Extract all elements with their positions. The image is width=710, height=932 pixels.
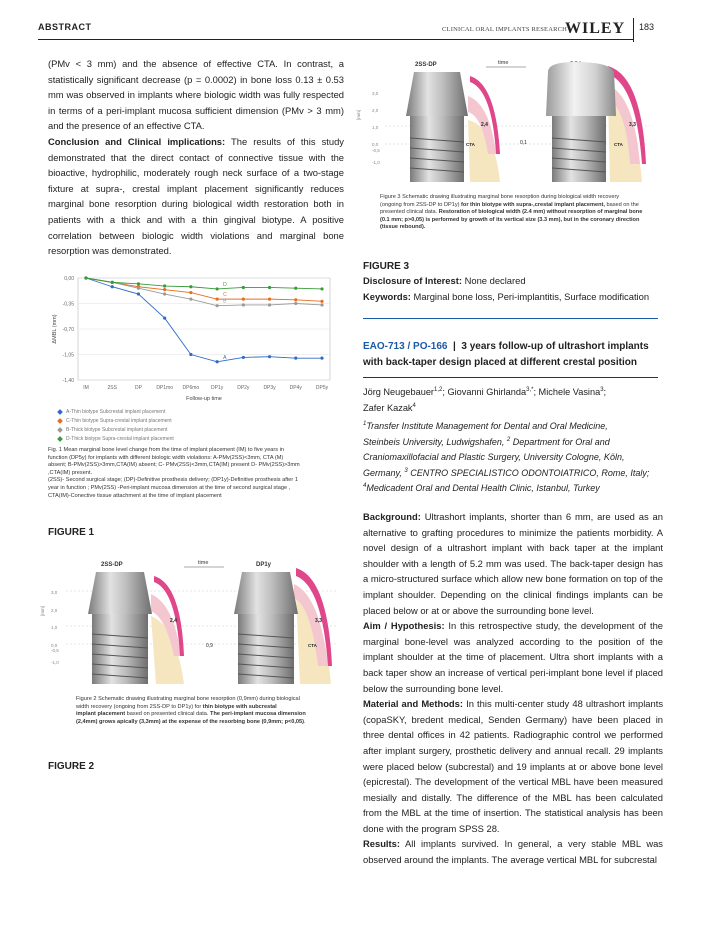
title-text: 3 years follow-up of ultrashort implants bbox=[461, 341, 649, 352]
legend-swatch bbox=[57, 418, 63, 424]
affil-line: Craniomaxillofacial and Plastic Surgery, University Cologne, Köln, bbox=[363, 452, 625, 462]
y-tick: 1,0 bbox=[51, 625, 58, 630]
disclosure-label: Disclosure of Interest: bbox=[363, 275, 462, 286]
x-tick-label: DP6mo bbox=[182, 385, 200, 391]
publisher-logo: WILEY bbox=[565, 20, 626, 37]
caption-line bbox=[380, 202, 665, 210]
affil-sup: 4 bbox=[363, 483, 367, 489]
section-text: Ultrashort implants, shorter than 6 mm, are used as an alternative to grafting procedures to minimize the patients morbidity. A novel design of a ultrashort implant with back taper at the implant shoulder with a length of 5.2 mm was used. The back-taper design has a micro-structured surface which allow new bone formation on top of the implant shoulder. Depending on the clinical findings implants can be placed below or at or above the surrounding bone level. bbox=[363, 511, 663, 616]
data-point bbox=[189, 291, 192, 294]
section-text: All implants survived. In general, a very stable MBL was observed around the implants. The average vertical MBL for subcrestal bbox=[363, 838, 663, 866]
article-title bbox=[363, 339, 663, 370]
y-tick-label: -1,05 bbox=[62, 352, 74, 359]
affil-line bbox=[363, 466, 663, 482]
y-tick-label: 0,00 bbox=[64, 276, 74, 282]
x-tick-label: DP3y bbox=[263, 385, 276, 391]
author: Jörg Neugebauer bbox=[363, 387, 434, 397]
caption-line bbox=[76, 711, 346, 719]
title-rule bbox=[363, 377, 658, 378]
legend-label: B-Thick biotype Subcrestal implant placement bbox=[66, 427, 168, 433]
legend-item bbox=[58, 435, 338, 444]
y-axis-label: ΔMBL (mm) bbox=[52, 314, 58, 344]
caption-line: Figure 3 Schematic drawing illustrating marginal bone resorption during biological width recovery bbox=[380, 194, 620, 200]
affil-sup: 1 bbox=[363, 421, 367, 427]
label-time: time bbox=[498, 60, 509, 66]
author: ; Giovanni Ghirlanda bbox=[442, 387, 527, 397]
affil-line bbox=[363, 419, 663, 435]
crown-right bbox=[546, 62, 616, 116]
affil-line bbox=[363, 481, 663, 497]
author-sup: 4 bbox=[412, 402, 416, 409]
data-point bbox=[163, 292, 166, 295]
mbl-line-chart bbox=[46, 268, 344, 408]
caption-line: absent; B-PMv(2SS)>3mm,CTA(IM) absent; C- PMv(2SS)<3mm,CTA(IM) present D- PMv(2SS)>3mm bbox=[48, 462, 300, 469]
caption-bold: The peri-implant mucosa dimension bbox=[210, 711, 306, 718]
affil-line bbox=[363, 435, 663, 451]
data-point bbox=[242, 303, 245, 306]
y-tick: 2,0 bbox=[51, 608, 58, 613]
data-point bbox=[268, 355, 271, 358]
series-label: D bbox=[223, 281, 227, 288]
implant-right bbox=[238, 614, 294, 684]
caption-bold: implant placement bbox=[76, 711, 126, 718]
caption-bold: thin biotype with subcrestal bbox=[202, 703, 277, 710]
chart-legend bbox=[58, 408, 338, 444]
left-column-text bbox=[48, 56, 344, 259]
page-number: 183 bbox=[639, 22, 655, 32]
abstract-body bbox=[363, 509, 663, 868]
conclusion-label: Conclusion and Clinical implications: bbox=[48, 135, 226, 147]
caption-line: ,CTA(IM) present. bbox=[48, 469, 93, 476]
y-tick: 3,0 bbox=[51, 590, 58, 595]
label-time: time bbox=[198, 560, 209, 566]
caption-line: function (DP5y) for implants with different biologic width violations: A-PMv(2SS)<3mm, CTA (M) bbox=[48, 454, 284, 461]
caption-line: (tissue rebound). bbox=[380, 224, 426, 231]
affil-sup: 3 bbox=[404, 467, 408, 474]
data-point bbox=[320, 300, 323, 303]
data-point bbox=[163, 288, 166, 291]
caption-text: based on presented clinical data. bbox=[125, 711, 211, 718]
legend-swatch bbox=[57, 427, 63, 433]
disclosure bbox=[363, 273, 663, 304]
dimension-label: 2,4 bbox=[481, 122, 488, 128]
y-tick: -0,5 bbox=[51, 648, 59, 653]
affil-sup: 2 bbox=[506, 436, 511, 443]
title-line: with back-taper design placed at different crestal position bbox=[363, 356, 637, 368]
x-tick-label: 2SS bbox=[107, 385, 117, 391]
figure3-caption bbox=[380, 194, 665, 232]
data-point bbox=[189, 353, 192, 356]
series-line bbox=[86, 278, 322, 306]
data-point bbox=[320, 303, 323, 306]
caption-line: (2SS)- Second surgical stage; (DP)-Definitive prosthesis delivery; (DP1y)-Definitive prosthesis after 1 bbox=[48, 477, 298, 484]
affil-text: Steinbeis University, Ludwigshafen, bbox=[363, 436, 507, 447]
x-tick-label: DP1y bbox=[210, 385, 224, 391]
y-tick-label: -0,35 bbox=[62, 301, 74, 308]
author-sup: 3,* bbox=[526, 386, 534, 393]
caption-line bbox=[76, 719, 346, 727]
author: Zafer Kazak bbox=[363, 402, 413, 413]
data-point bbox=[163, 316, 166, 319]
data-point bbox=[320, 357, 323, 360]
figure3-label: FIGURE 3 bbox=[363, 261, 410, 272]
x-tick-label: DP4y bbox=[289, 385, 302, 391]
y-tick: 0,0 bbox=[51, 643, 58, 648]
author-line bbox=[363, 401, 663, 417]
legend-label: D-Thick biotype Supra-crestal implant placement bbox=[66, 436, 174, 442]
label-left: 2SS-DP bbox=[101, 562, 123, 568]
section-rule bbox=[363, 318, 658, 319]
results-continued: (PMv < 3 mm) and the absence of effective CTA. In contrast, a statistically significant decrease (p = 0.0002) in bone loss 0.13 ± 0.53 mm was observed in implants where biologic width was fully respected in terms of a peri-implant mucosa sufficient dimension (PMv > 3 mm) and the presence of an effective CTA. bbox=[48, 58, 344, 132]
x-axis-label: Follow-up time bbox=[186, 396, 222, 402]
series-label: A bbox=[223, 354, 227, 361]
affil-text: Department for Oral and bbox=[510, 436, 610, 447]
caption-bold: for thin biotype with supra-,crestal implant placement, bbox=[461, 201, 605, 208]
dimension-label: 0,1 bbox=[520, 140, 527, 146]
implant-left bbox=[92, 614, 148, 684]
author-sup: 3 bbox=[600, 386, 604, 393]
x-tick-label: DP bbox=[134, 385, 142, 391]
legend-swatch bbox=[57, 436, 63, 442]
dimension-label: 3,3 bbox=[629, 122, 636, 128]
caption-line bbox=[380, 209, 665, 217]
caption-line bbox=[76, 704, 346, 712]
figure2-label: FIGURE 2 bbox=[48, 761, 95, 772]
data-point bbox=[242, 356, 245, 359]
y-tick-label: -1,40 bbox=[62, 378, 74, 384]
caption-text: . bbox=[304, 718, 306, 725]
y-tick: -0,5 bbox=[372, 148, 380, 153]
dimension-label: 0,9 bbox=[206, 643, 213, 649]
y-tick: 2,0 bbox=[372, 108, 379, 113]
data-point bbox=[84, 276, 87, 279]
abutment-right bbox=[234, 572, 298, 614]
legend-label: A-Thin biotype Subcrestal implant placement bbox=[66, 409, 166, 415]
section-label: Material and Methods: bbox=[363, 698, 463, 710]
conclusion-paragraph bbox=[48, 134, 344, 259]
author-line bbox=[363, 385, 663, 401]
section-label: Results: bbox=[363, 838, 400, 850]
keywords-text: Marginal bone loss, Peri-implantitis, Surface modification bbox=[410, 290, 650, 302]
keywords-label: Keywords: bbox=[363, 290, 411, 302]
data-point bbox=[216, 287, 219, 290]
caption-line: Fig. 1 Mean marginal bone level change from the time of implant placement (IM) to five years in bbox=[48, 447, 284, 453]
cta-label: CTA bbox=[614, 142, 623, 147]
schematic-figure-2 bbox=[40, 556, 346, 686]
affil-text: Transfer Institute Management for Dental and Oral Medicine, bbox=[366, 421, 608, 431]
background-paragraph bbox=[363, 509, 663, 618]
dimension-label: 3,3 bbox=[315, 618, 322, 624]
caption-text: width recovery (ongoing from 2SS-DP to DP1y) for bbox=[76, 703, 203, 710]
y-tick-label: -0,70 bbox=[62, 327, 74, 333]
data-point bbox=[137, 287, 140, 290]
x-tick-label: DP1mo bbox=[156, 385, 174, 391]
data-point bbox=[189, 298, 192, 301]
legend-label: C-Thin biotype Supra-crestal implant placement bbox=[66, 418, 172, 424]
data-point bbox=[294, 357, 297, 360]
data-point bbox=[268, 303, 271, 306]
author-sep: ; bbox=[603, 387, 607, 397]
data-point bbox=[294, 287, 297, 290]
affiliations bbox=[363, 419, 663, 497]
data-point bbox=[268, 298, 271, 301]
section-text: In this multi-center study 48 ultrashort implants (copaSKY, bredent medical, Senden Germany) have been placed in three dental offices in 42 patients. Radiographic control we performed after implant surgery, prosthetic delivery and annual recall. 29 implants were placed below (subcrestal) and 19 implants at or above bone level (epicrestal). The development of the vertical MBL have been measured mesially and distally. The difference of the MBL has been calculated from the MBL at the time of insertion. The statistical analysis has been done with the program SPSS 28. bbox=[363, 698, 664, 834]
data-point bbox=[294, 302, 297, 305]
journal-name: CLINICAL ORAL IMPLANTS RESEARCH bbox=[442, 26, 568, 33]
cta-label: CTA bbox=[466, 142, 475, 147]
data-point bbox=[216, 360, 219, 363]
title-line bbox=[363, 339, 663, 355]
abutment-left bbox=[88, 572, 152, 614]
data-point bbox=[189, 285, 192, 288]
data-point bbox=[216, 298, 219, 301]
data-point bbox=[111, 285, 114, 288]
cta-label: CTA bbox=[308, 643, 317, 648]
y-tick: 0,0 bbox=[372, 142, 379, 147]
author-sup: 1,2 bbox=[434, 386, 443, 393]
y-unit: [mm] bbox=[356, 110, 361, 120]
section-label: Background: bbox=[363, 511, 421, 522]
title-separator: | bbox=[447, 341, 462, 352]
y-tick: -1,0 bbox=[372, 160, 380, 165]
data-point bbox=[268, 286, 271, 289]
abutment-left bbox=[406, 72, 468, 116]
x-tick-label: DP2y bbox=[237, 385, 250, 391]
y-unit: [mm] bbox=[40, 606, 45, 616]
section-header: ABSTRACT bbox=[38, 22, 92, 32]
legend-item bbox=[58, 426, 338, 435]
aim-paragraph bbox=[363, 618, 663, 696]
caption-text: based on the bbox=[604, 201, 639, 208]
data-point bbox=[111, 281, 114, 284]
section-text: In this retrospective study, the development of the marginal bone-level was analyzed according to the position of the implant shoulder at the time of placement. Ultra short implants with a back taper show an increase of vertical peri-implant bone level if placed below the surrounding bone level. bbox=[363, 620, 664, 694]
series-label: C bbox=[223, 292, 227, 299]
caption-text: presented clinical data. bbox=[380, 209, 439, 216]
figure2-caption bbox=[76, 696, 346, 726]
label-right: DP1y bbox=[256, 562, 272, 568]
schematic-figure-3 bbox=[356, 54, 660, 184]
x-tick-label: IM bbox=[83, 385, 89, 391]
caption-line: (0.1 mm; p>0,05) is performed by growth of its vertical size (3.3 mm), but in the coronary direction bbox=[380, 216, 640, 223]
y-tick: 1,0 bbox=[372, 125, 379, 130]
series-line bbox=[86, 278, 322, 362]
disclosure-line bbox=[363, 273, 663, 289]
author: ; Michele Vasina bbox=[533, 387, 601, 397]
methods-paragraph bbox=[363, 696, 663, 836]
data-point bbox=[320, 287, 323, 290]
x-tick-label: DP5y bbox=[315, 385, 329, 391]
data-point bbox=[216, 304, 219, 307]
y-tick: 3,0 bbox=[372, 91, 379, 96]
abstract-code: EAO-713 / PO-166 bbox=[363, 341, 448, 352]
caption-line: CTA(IM)-Conective tissue attachment at the time of implant placement bbox=[48, 492, 222, 499]
caption-bold: Restoration of biological width (2.4 mm) without resorption of marginal bone bbox=[438, 209, 643, 216]
data-point bbox=[294, 298, 297, 301]
figure1-caption bbox=[48, 447, 348, 500]
caption-text: (ongoing from 2SS-DP to DP1y) bbox=[380, 201, 462, 208]
affil-text: CENTRO SPECIALISTICO ODONTOIATRICO, Rome, Italy; bbox=[407, 467, 650, 478]
series-label: B bbox=[223, 298, 227, 305]
data-point bbox=[242, 298, 245, 301]
legend-item bbox=[58, 417, 338, 426]
caption-line: year in function ; PMv(2SS) -Peri-implant mucosa dimension at the time of second surgical stage , bbox=[48, 484, 291, 491]
caption-bold: (2,4mm) grows apically (3,3mm) at the expense of the resorbing bone (0,9mm; p<0,05) bbox=[76, 718, 305, 725]
author-list bbox=[363, 385, 663, 416]
results-paragraph bbox=[363, 836, 663, 867]
data-point bbox=[137, 282, 140, 285]
keywords-line bbox=[363, 289, 663, 305]
dimension-label: 2,4 bbox=[170, 618, 177, 624]
disclosure-text: None declared bbox=[461, 275, 526, 286]
data-point bbox=[242, 286, 245, 289]
y-tick: -1,0 bbox=[51, 660, 59, 665]
caption-line: Figure 2 Schematic drawing illustrating marginal bone resorption (0,9mm) during biological bbox=[76, 696, 300, 702]
section-label: Aim / Hypothesis: bbox=[363, 620, 445, 632]
affil-text: Germany, bbox=[363, 467, 405, 478]
header-rule bbox=[38, 39, 634, 40]
data-point bbox=[137, 292, 140, 295]
figure1-label: FIGURE 1 bbox=[48, 527, 95, 538]
label-left: 2SS-DP bbox=[415, 62, 437, 68]
affil-text: Medicadent Oral and Dental Health Clinic, Istanbul, Turkey bbox=[366, 483, 600, 493]
legend-swatch bbox=[57, 409, 63, 415]
data-point bbox=[163, 284, 166, 287]
conclusion-text: The results of this study demonstrated that the direct contact of connective tissue with the bioactive, hydrophilic, moderately rough neck surface of a two-stage fixture at supra-, crestal implant placement significantly reduces marginal bone resorption during biological width restoration both in patients with a thick and with a thin gingival biotype. A positive correlation between biologic width violations and marginal bone resorption was demonstrated. bbox=[48, 135, 344, 257]
legend-item bbox=[58, 408, 338, 417]
